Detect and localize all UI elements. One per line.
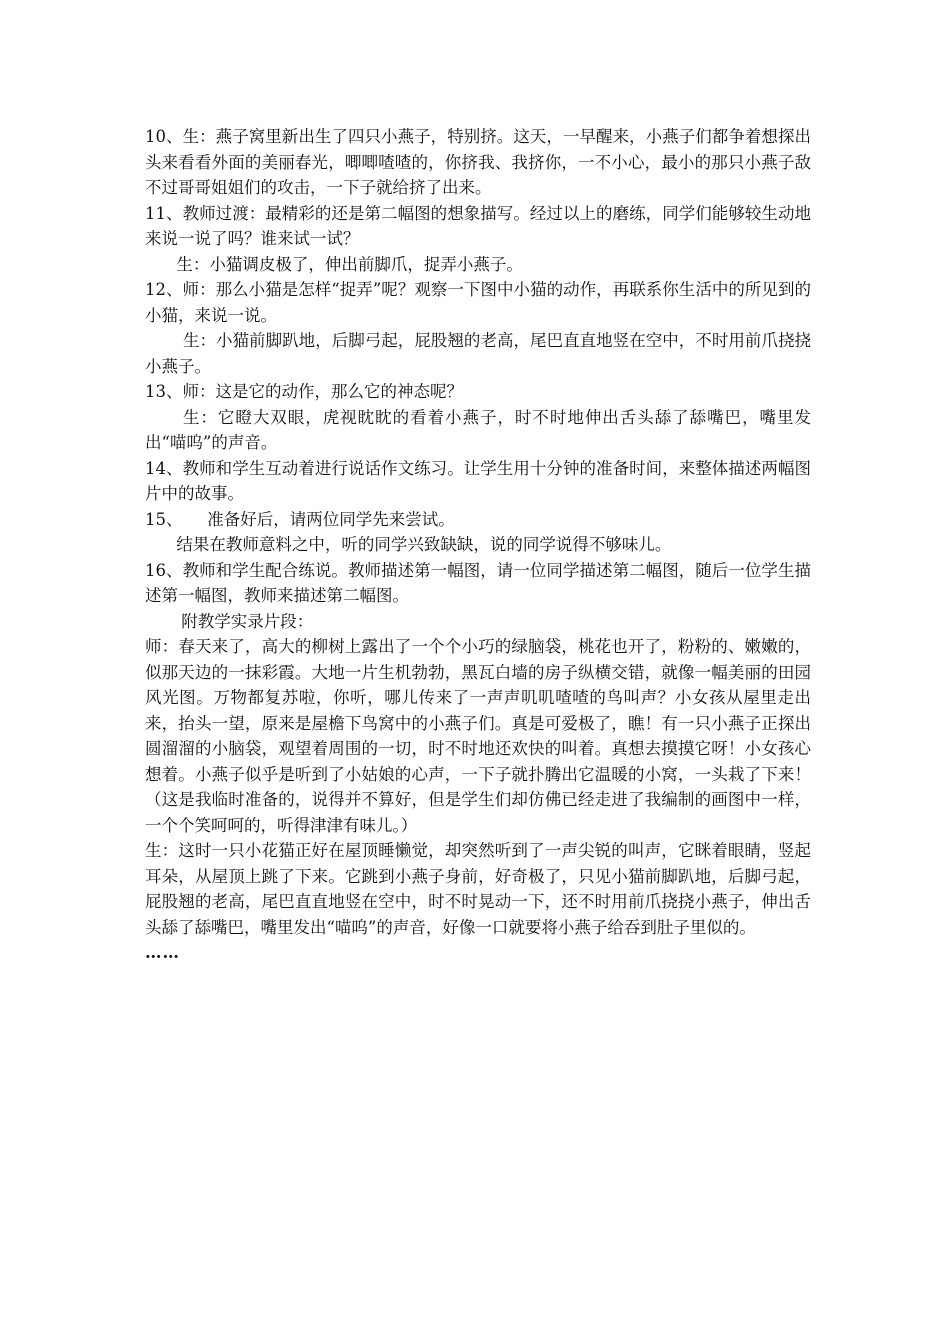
- paragraph-14: 14、教师和学生互动着进行说话作文练习。让学生用十分钟的准备时间，来整体描述两幅图片中的故事。: [145, 458, 811, 503]
- student-answer-3: 生：它瞪大双眼，虎视眈眈的看着小燕子，时不时地伸出舌头舔了舔嘴巴，嘴里发出“喵呜”的声音。: [145, 407, 811, 452]
- student-answer-1: 生：小猫调皮极了，伸出前脚爪，捉弄小燕子。: [176, 254, 523, 274]
- student-transcript: 生：这时一只小花猫正好在屋顶睡懒觉，却突然听到了一声尖锐的叫声，它眯着眼睛，竖起耳朵，从屋顶上跳了下来。它跳到小燕子身前，好奇极了，只见小猫前脚趴地，后脚弓起，屁股翘的老高，尾巴直直地竖在空中，时不时晃动一下，还不时用前爪挠挠小燕子，伸出舌头舔了舔嘴巴，嘴里发出“喵呜”的声音，好像一口就要将小燕子给吞到肚子里似的。: [145, 841, 811, 937]
- paragraph-12: 12、师：那么小猫是怎样“捉弄”呢？观察一下图中小猫的动作，再联系你生活中的所见到的小猫，来说一说。: [145, 280, 811, 325]
- paragraph-13: 13、师：这是它的动作，那么它的神态呢？: [145, 382, 463, 401]
- teacher-transcript: 师：春天来了，高大的柳树上露出了一个个小巧的绿脑袋，桃花也开了，粉粉的、嫩嫩的，似那天边的一抹彩霞。大地一片生机勃勃，黑瓦白墙的房子纵横交错，就像一幅美丽的田园风光图。万物都复苏啦，你听，哪儿传来了一声声叽叽喳喳的鸟叫声？小女孩从屋里走出来，抬头一望，原来是屋檐下鸟窝中的小燕子们。真是可爱极了，瞧！有一只小燕子正探出圆溜溜的小脑袋，观望着周围的一切，时不时地还欢快的叫着。真想去摸摸它呀！小女孩心想着。小燕子似乎是听到了小姑娘的心声，一下子就扑腾出它温暖的小窝，一头栽了下来！（这是我临时准备的，说得并不算好，但是学生们却仿佛已经走进了我编制的画图中一样，一个个笑呵呵的，听得津津有味儿。）: [145, 637, 811, 835]
- paragraph-10: 10、生：燕子窝里新出生了四只小燕子，特别挤。这天，一早醒来，小燕子们都争着想探出头来看看外面的美丽春光，唧唧喳喳的，你挤我、我挤你，一不小心，最小的那只小燕子敌不过哥哥姐姐们的攻击，一下子就给挤了出来。: [145, 127, 811, 197]
- ellipsis: ……: [145, 943, 180, 962]
- transcript-heading: 附教学实录片段：: [181, 611, 314, 631]
- result-note: 结果在教师意料之中，听的同学兴致缺缺，说的同学说得不够味儿。: [176, 535, 672, 554]
- paragraph-11: 11、教师过渡：最精彩的还是第二幅图的想象描写。经过以上的磨练，同学们能够较生动地来说一说了吗？谁来试一试？: [145, 203, 811, 248]
- document-body: [145, 124, 811, 966]
- paragraph-16: 16、教师和学生配合练说。教师描述第一幅图，请一位同学描述第二幅图，随后一位学生描述第一幅图，教师来描述第二幅图。: [145, 560, 811, 605]
- student-answer-2: 生：小猫前脚趴地，后脚弓起，屁股翘的老高，尾巴直直地竖在空中，不时用前爪挠挠小燕子。: [145, 331, 811, 376]
- paragraph-15: 15、 准备好后，请两位同学先来尝试。: [145, 509, 455, 529]
